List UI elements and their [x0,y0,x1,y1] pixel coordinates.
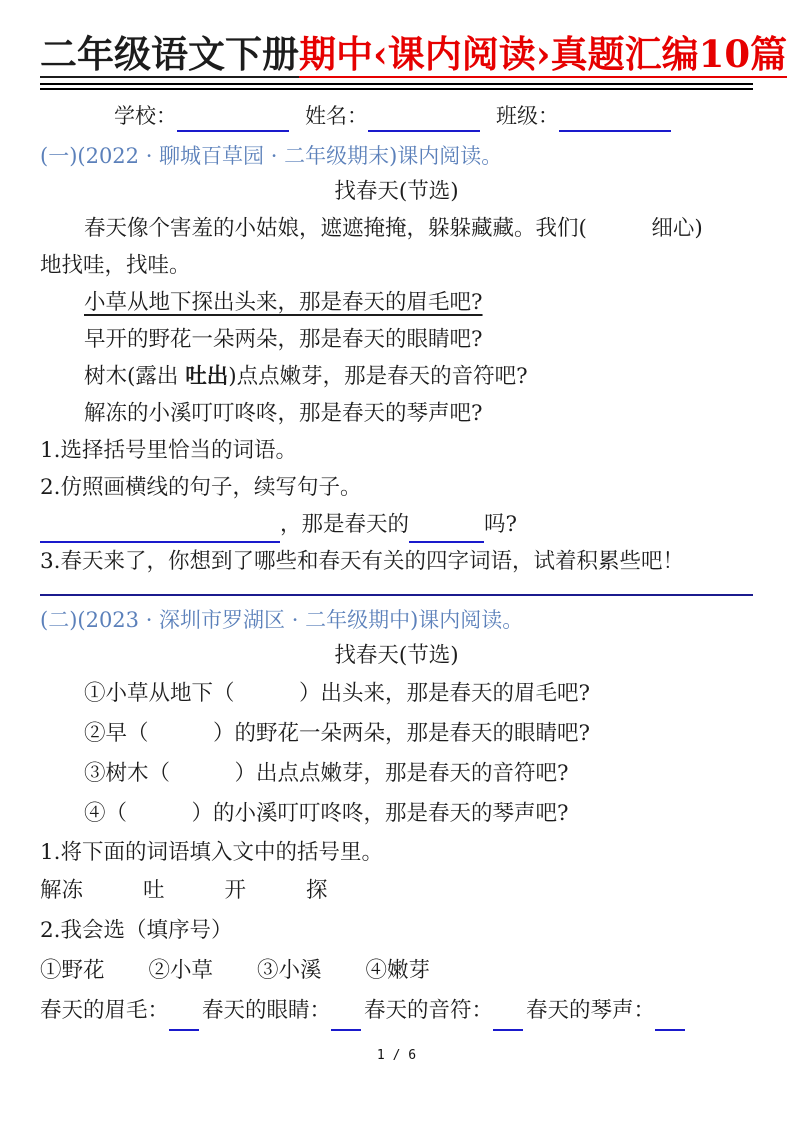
option-1: ①野花 [40,958,105,983]
word-bank-item-3: 开 [224,878,247,903]
page-title [40,30,788,90]
word-bank [40,871,753,911]
fill-blank-long[interactable] [40,519,280,543]
fill-line-middle-text: ，那是春天的 [280,512,410,537]
underlined-sentence: 小草从地下探出头来，那是春天的眉毛吧? [84,290,483,315]
tree-line-prefix: 树木(露出 [84,364,186,389]
section-1-question-1: 1.选择括号里恰当的词语。 [40,438,298,463]
passage-item-2: ②早（ ）的野花一朵两朵，那是春天的眼睛吧? [84,721,591,746]
title-exam-part: 期中‹课内阅读›真题汇编10篇 [299,32,788,76]
section-1-header: (一)(2022 · 聊城百草园 · 二年级期末)课内阅读。 [40,144,503,168]
section-1-question-3: 3.春天来了，你想到了哪些和春天有关的四字词语，试着积累些吧！ [40,549,685,574]
option-3: ③小溪 [257,958,322,983]
option-2: ②小草 [148,958,214,983]
school-blank[interactable] [177,108,289,132]
section-2-passage-title: 找春天(节选) [334,643,459,668]
match-blank-music[interactable] [655,1007,685,1031]
match-line [40,991,753,1031]
word-bank-item-4: 探 [306,878,328,903]
title-grade-part: 二年级语文下册 [40,32,299,76]
option-list [40,951,753,991]
tree-line-selected-word: 吐出 [185,364,229,389]
match-blank-notes[interactable] [493,1007,523,1031]
fill-blank-short[interactable] [409,519,484,543]
class-label: 班级： [496,104,559,128]
tree-line-suffix: )点点嫩芽，那是春天的音符吧? [228,364,528,389]
section-2-question-1: 1.将下面的词语填入文中的括号里。 [40,840,384,865]
name-blank[interactable] [368,108,480,132]
passage-paragraph-line-1: 春天像个害羞的小姑娘，遮遮掩掩，躲躲藏藏。我们( 细心) [84,216,703,241]
passage-tree-line [40,358,753,395]
section-divider [40,594,753,596]
section-2 [40,605,753,1031]
passage-flower-line: 早开的野花一朵两朵，那是春天的眼睛吧? [84,327,483,352]
section-1 [40,141,753,580]
page-number: 1 / 6 [376,1048,417,1063]
passage-item-3: ③树木（ ）出点点嫩芽，那是春天的音符吧? [84,761,569,786]
section-1-fill-line [40,506,753,543]
section-2-header: (二)(2023 · 深圳市罗湖区 · 二年级期中)课内阅读。 [40,608,524,632]
word-bank-item-1: 解冻 [40,878,84,903]
match-label-eyebrow: 春天的眉毛： [40,998,170,1023]
match-label-music: 春天的琴声： [526,998,656,1023]
passage-paragraph-line-2: 地找哇，找哇。 [40,253,191,278]
match-label-eyes: 春天的眼睛： [202,998,332,1023]
match-label-notes: 春天的音符： [364,998,494,1023]
passage-stream-line: 解冻的小溪叮叮咚咚，那是春天的琴声吧? [84,401,483,426]
passage-item-1: ①小草从地下（ ）出头来，那是春天的眉毛吧? [84,681,591,706]
name-label: 姓名： [305,104,368,128]
word-bank-item-2: 吐 [143,878,165,903]
class-blank[interactable] [559,108,671,132]
section-2-question-2: 2.我会选（填序号） [40,918,233,943]
section-1-question-2: 2.仿照画横线的句子，续写句子。 [40,475,362,500]
student-info-line [40,100,753,132]
fill-line-end-text: 吗? [484,512,518,537]
match-blank-eyes[interactable] [331,1007,361,1031]
section-1-passage-title: 找春天(节选) [334,179,459,204]
match-blank-eyebrow[interactable] [169,1007,199,1031]
school-label: 学校： [114,104,177,128]
passage-underlined-line [40,284,753,321]
passage-item-4: ④（ ）的小溪叮叮咚咚，那是春天的琴声吧? [84,801,569,826]
option-4: ④嫩芽 [365,958,431,983]
